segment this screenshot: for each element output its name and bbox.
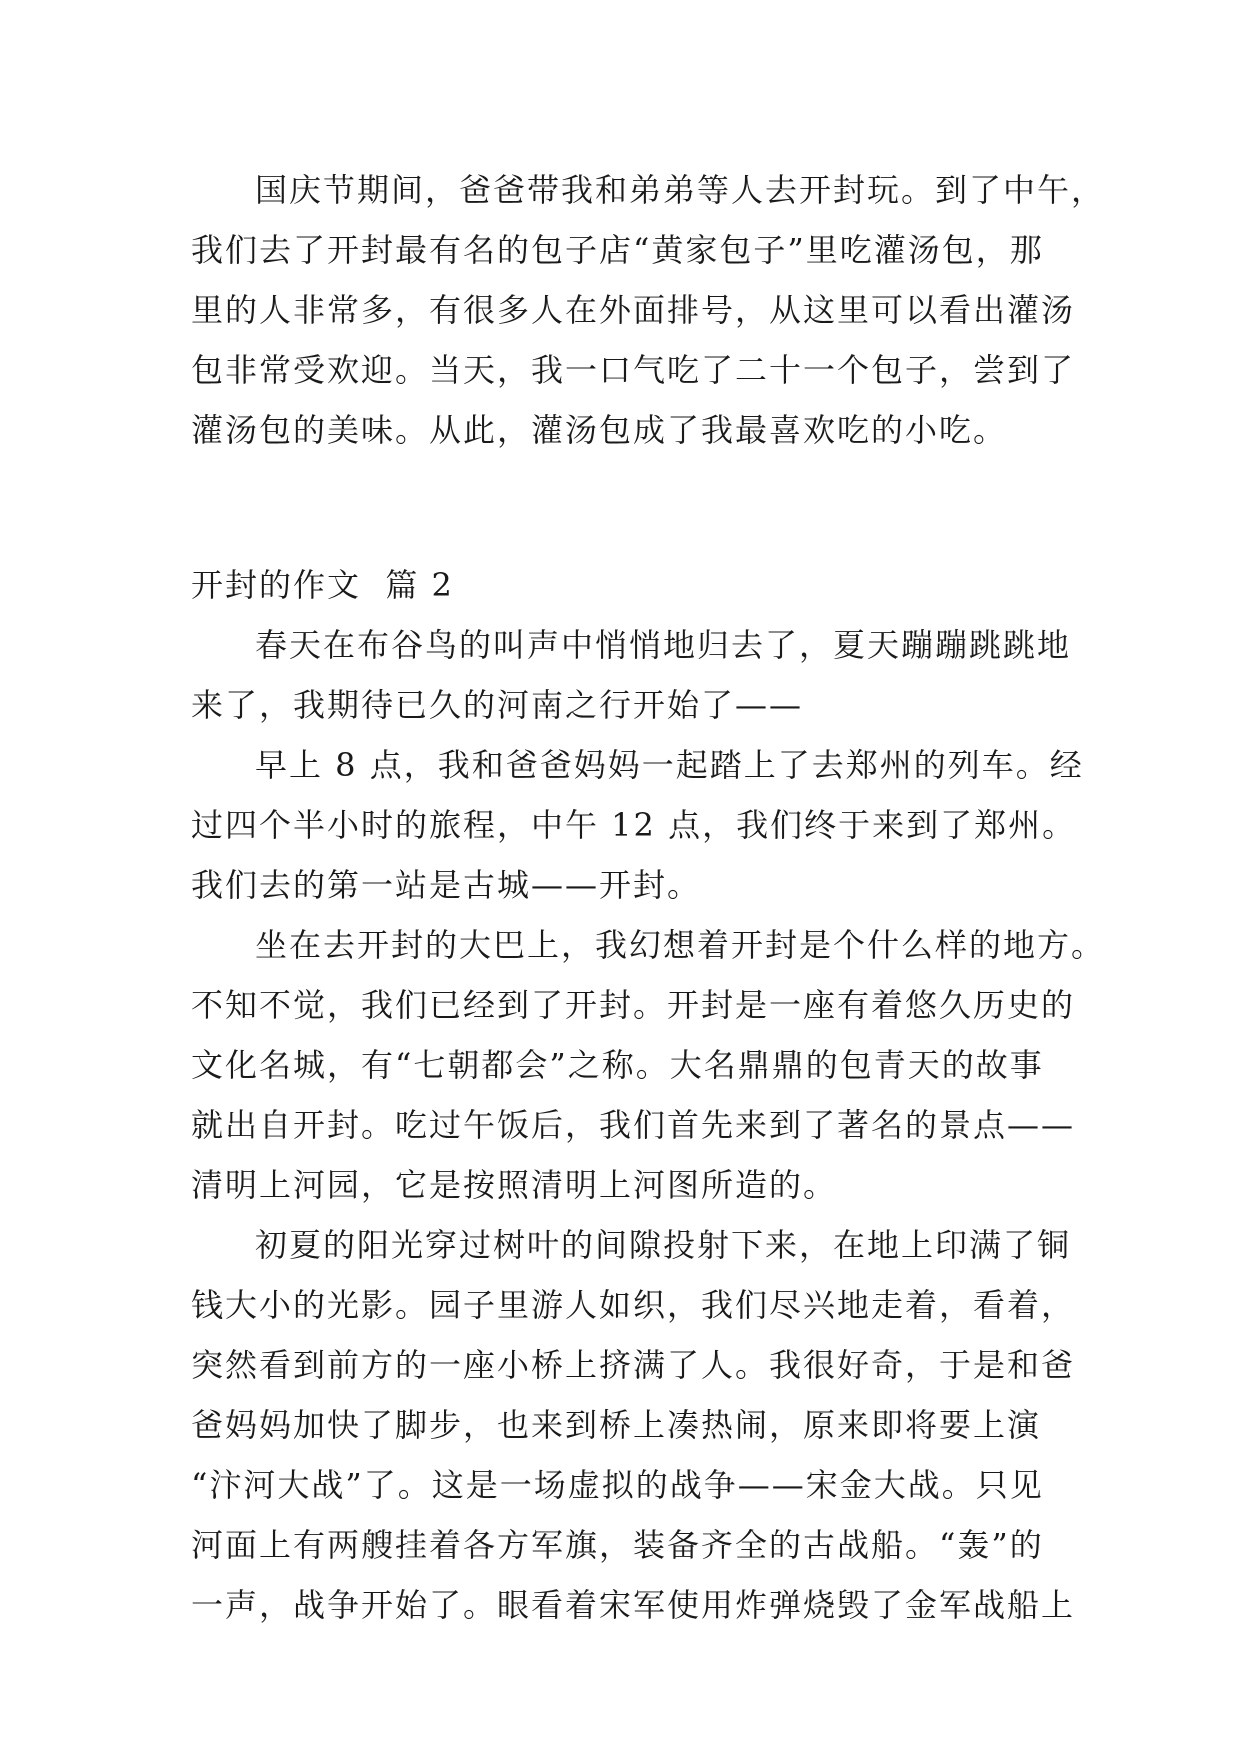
paragraph-line: 清明上河园，它是按照清明上河图所造的。 (191, 1166, 838, 1204)
section-heading: 开封的作文 篇 2 (191, 566, 454, 604)
paragraph-line: 来了，我期待已久的河南之行开始了—— (191, 686, 804, 724)
paragraph-line: 一声，战争开始了。眼看着宋军使用炸弹烧毁了金军战船上 (191, 1586, 1076, 1624)
paragraph-line: 突然看到前方的一座小桥上挤满了人。我很好奇，于是和爸 (191, 1346, 1076, 1384)
paragraph-line: 春天在布谷鸟的叫声中悄悄地归去了，夏天蹦蹦跳跳地 (255, 626, 1072, 664)
paragraph-line: 早上 8 点，我和爸爸妈妈一起踏上了去郑州的列车。经 (255, 746, 1084, 784)
paragraph-line: 过四个半小时的旅程，中午 12 点，我们终于来到了郑州。 (191, 806, 1077, 844)
paragraph-line: 文化名城，有“七朝都会”之称。大名鼎鼎的包青天的故事 (191, 1046, 1044, 1084)
paragraph-line: 坐在去开封的大巴上，我幻想着开封是个什么样的地方。 (255, 926, 1106, 964)
paragraph-line: 就出自开封。吃过午饭后，我们首先来到了著名的景点—— (191, 1106, 1076, 1144)
section-gap (191, 460, 1061, 555)
paragraph-line: 国庆节期间，爸爸带我和弟弟等人去开封玩。到了中午， (255, 171, 1106, 209)
paragraph-line: 爸妈妈加快了脚步，也来到桥上凑热闹，原来即将要上演 (191, 1406, 1042, 1444)
paragraph-line: 河面上有两艘挂着各方军旗，装备齐全的古战船。“轰”的 (191, 1526, 1044, 1564)
document-page (191, 160, 1106, 1635)
paragraph-line: 包非常受欢迎。当天，我一口气吃了二十一个包子，尝到了 (191, 351, 1076, 389)
paragraph-line: 初夏的阳光穿过树叶的间隙投射下来，在地上印满了铜 (255, 1226, 1072, 1264)
paragraph-line: 钱大小的光影。园子里游人如织，我们尽兴地走着，看着， (191, 1286, 1076, 1324)
paragraph-line: 我们去的第一站是古城——开封。 (191, 866, 702, 904)
paragraph-line: 不知不觉，我们已经到了开封。开封是一座有着悠久历史的 (191, 986, 1076, 1024)
paragraph-line: 灌汤包的美味。从此，灌汤包成了我最喜欢吃的小吃。 (191, 411, 1008, 449)
paragraph-line: 我们去了开封最有名的包子店“黄家包子”里吃灌汤包，那 (191, 231, 1044, 269)
paragraph-line: 里的人非常多，有很多人在外面排号，从这里可以看出灌汤 (191, 291, 1076, 329)
paragraph-line: “汴河大战”了。这是一场虚拟的战争——宋金大战。只见 (191, 1466, 1044, 1504)
